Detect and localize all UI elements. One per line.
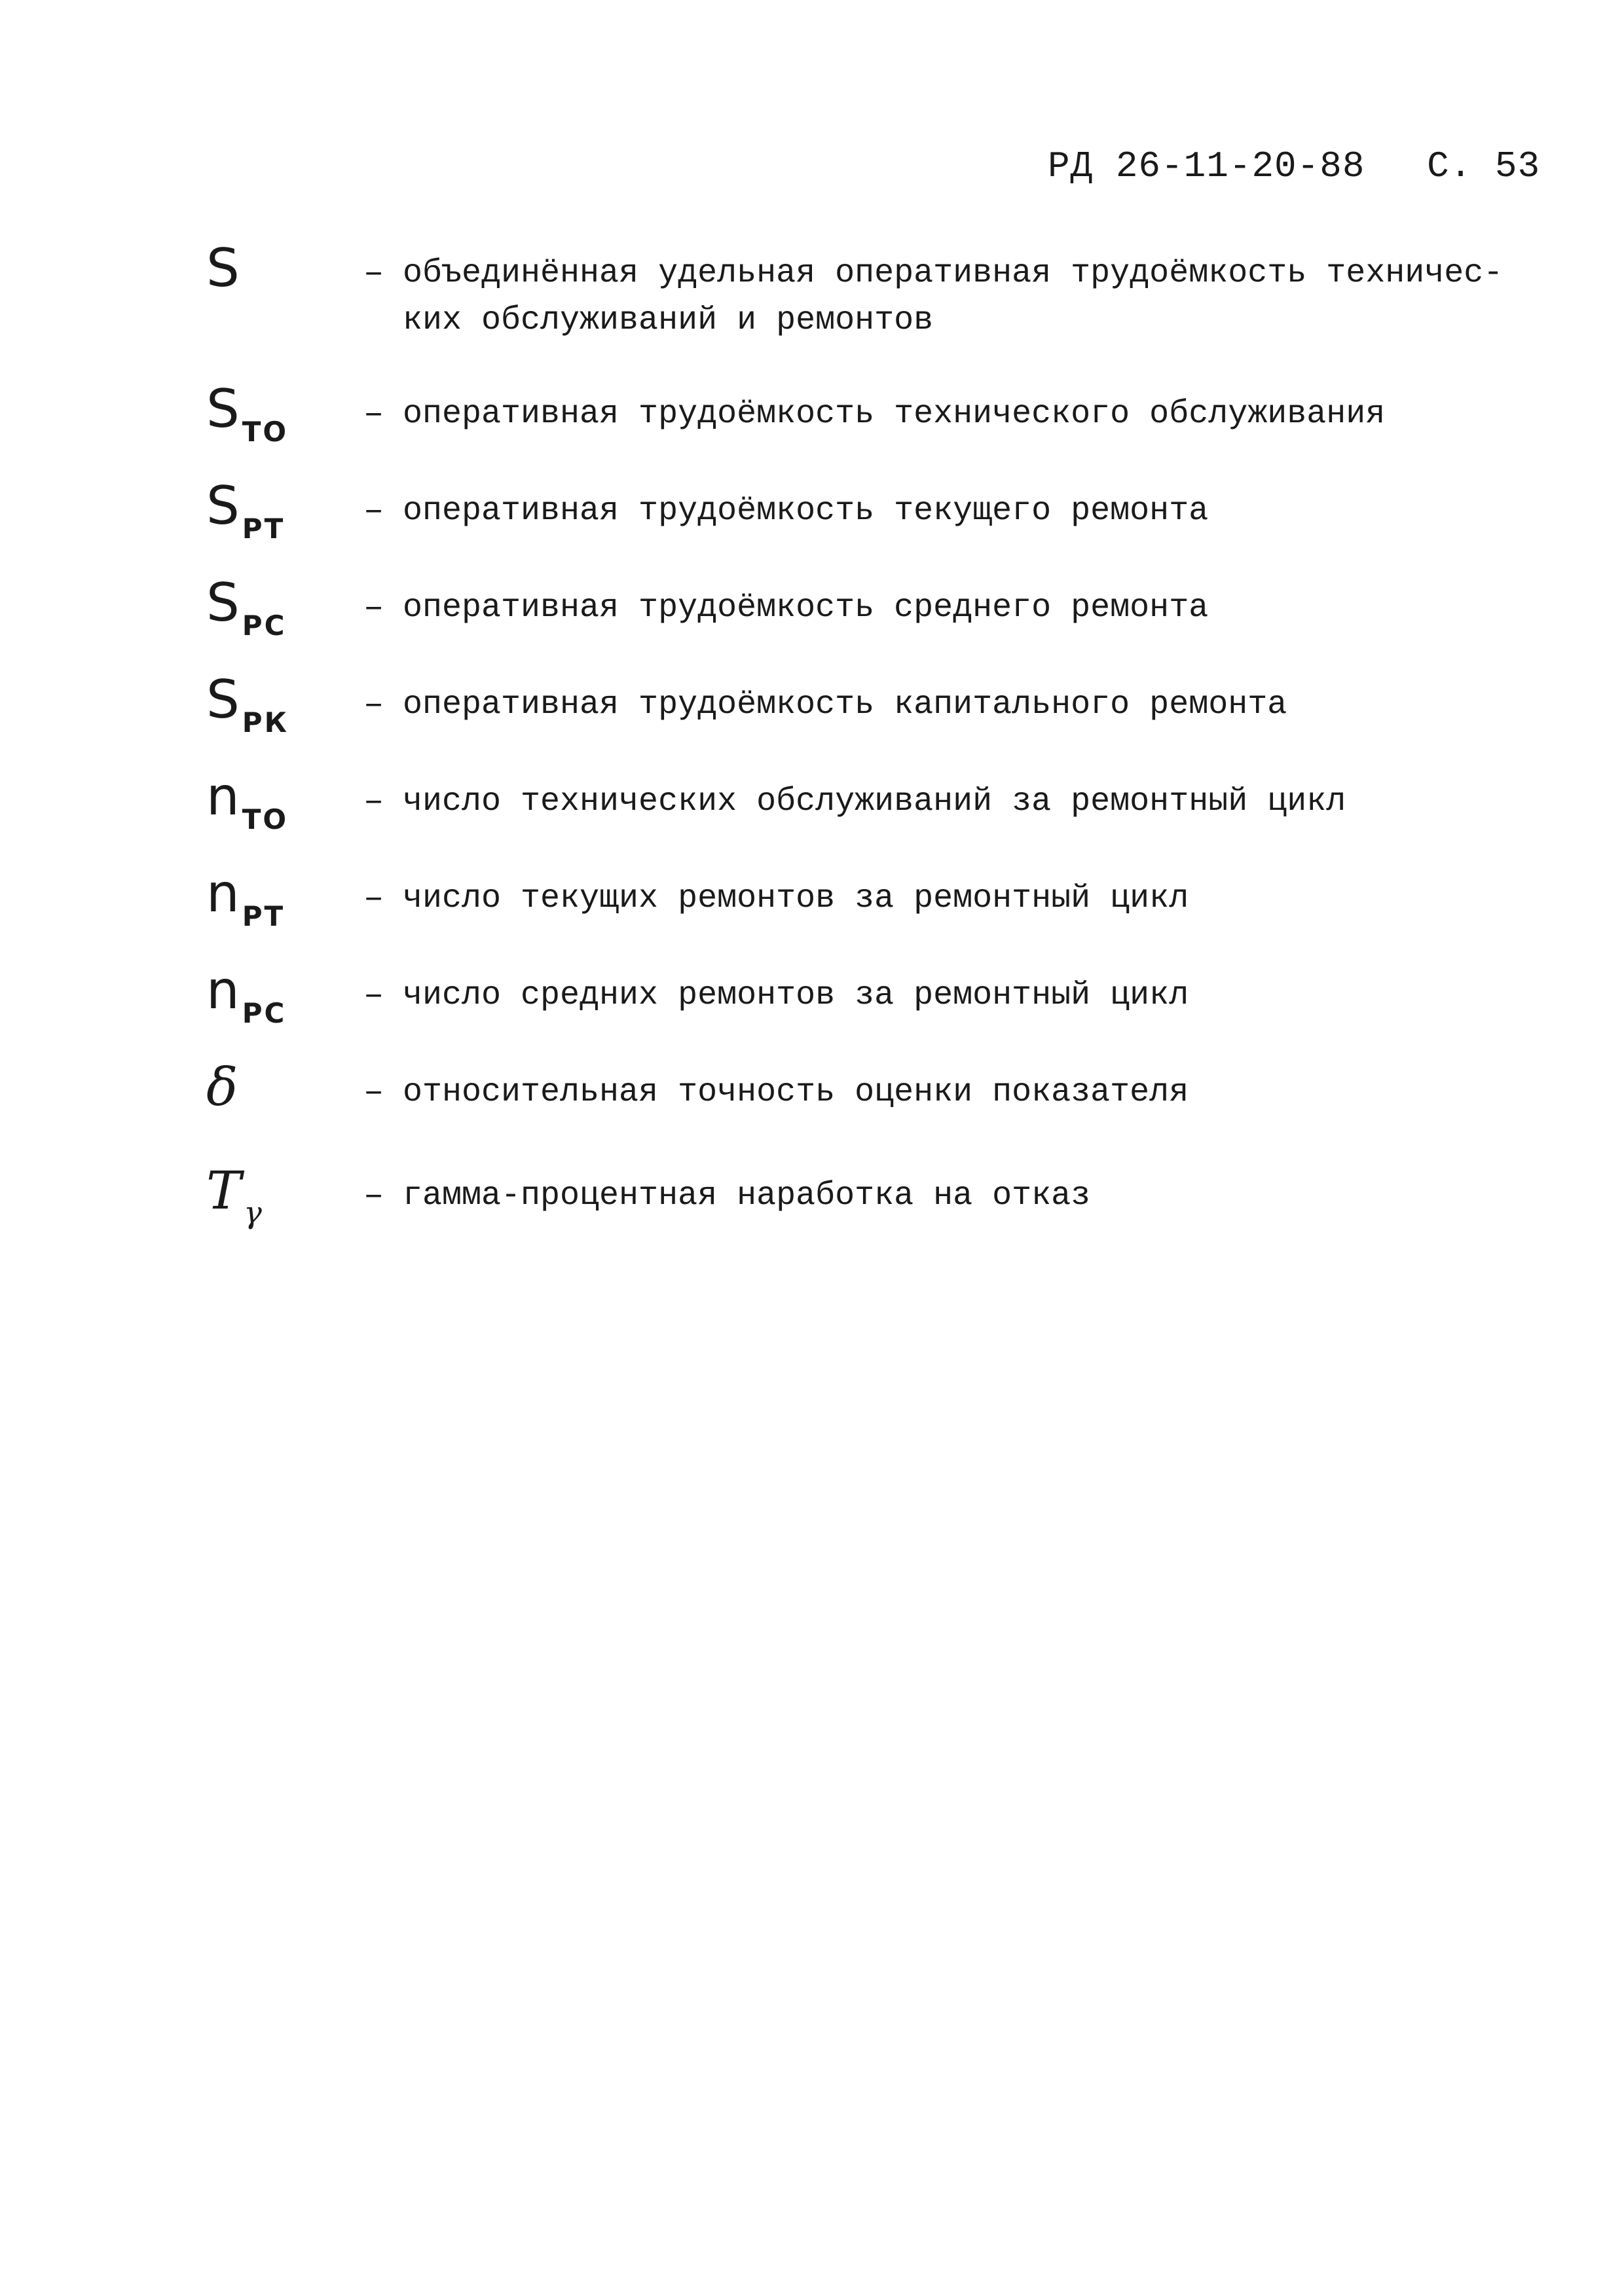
page-header xyxy=(1048,145,1540,187)
term-dash: – xyxy=(363,254,384,293)
term-row xyxy=(206,238,1568,383)
term-dash: – xyxy=(363,395,384,433)
term-symbol: $S_{РС}$ xyxy=(206,572,287,642)
term-row xyxy=(206,863,1568,964)
term-definition: число технических обслуживаний за ремонтный цикл xyxy=(403,783,1346,820)
term-symbol: $n_{ТО}$ xyxy=(206,766,289,835)
term-definition: гамма-процентная наработка на отказ xyxy=(403,1177,1091,1214)
term-definition: объединённая удельная оперативная трудоёмкость техничес- ких обслуживаний и ремонтов xyxy=(403,255,1504,339)
term-definition: относительная точность оценки показателя xyxy=(403,1074,1189,1111)
term-symbol: $T_\gamma$ xyxy=(206,1160,264,1230)
term-row xyxy=(206,1160,1568,1262)
term-symbol: S xyxy=(206,238,240,299)
term-symbol: δ xyxy=(206,1057,238,1118)
term-row xyxy=(206,766,1568,867)
term-row xyxy=(206,378,1568,480)
document-code: РД 26-11-20-88 xyxy=(1048,145,1365,187)
term-dash: – xyxy=(363,976,384,1015)
term-symbol: $n_{РС}$ xyxy=(206,960,287,1029)
term-definition: число текущих ремонтов за ремонтный цикл xyxy=(403,880,1189,917)
term-dash: – xyxy=(363,879,384,918)
term-definition: оперативная трудоёмкость технического обслуживания xyxy=(403,395,1386,433)
term-dash: – xyxy=(363,1073,384,1112)
term-row xyxy=(206,475,1568,577)
term-dash: – xyxy=(363,685,384,724)
term-dash: – xyxy=(363,589,384,627)
term-dash: – xyxy=(363,492,384,530)
term-definition: оперативная трудоёмкость среднего ремонта xyxy=(403,589,1209,627)
term-definition: оперативная трудоёмкость капитального ремонта xyxy=(403,686,1287,723)
term-symbol: $S_{РК}$ xyxy=(206,669,289,738)
term-symbol: $S_{ТО}$ xyxy=(206,378,289,448)
term-row xyxy=(206,669,1568,771)
term-row xyxy=(206,572,1568,674)
term-symbol: $S_{РТ}$ xyxy=(206,475,286,545)
term-definition: число средних ремонтов за ремонтный цикл xyxy=(403,977,1189,1014)
term-list xyxy=(206,238,1568,1262)
term-row xyxy=(206,1057,1568,1165)
term-dash: – xyxy=(363,782,384,821)
term-symbol: $n_{РТ}$ xyxy=(206,863,286,932)
term-definition: оперативная трудоёмкость текущего ремонта xyxy=(403,492,1209,530)
term-row xyxy=(206,960,1568,1061)
page-number: С. 53 xyxy=(1427,145,1541,187)
term-dash: – xyxy=(363,1176,384,1215)
